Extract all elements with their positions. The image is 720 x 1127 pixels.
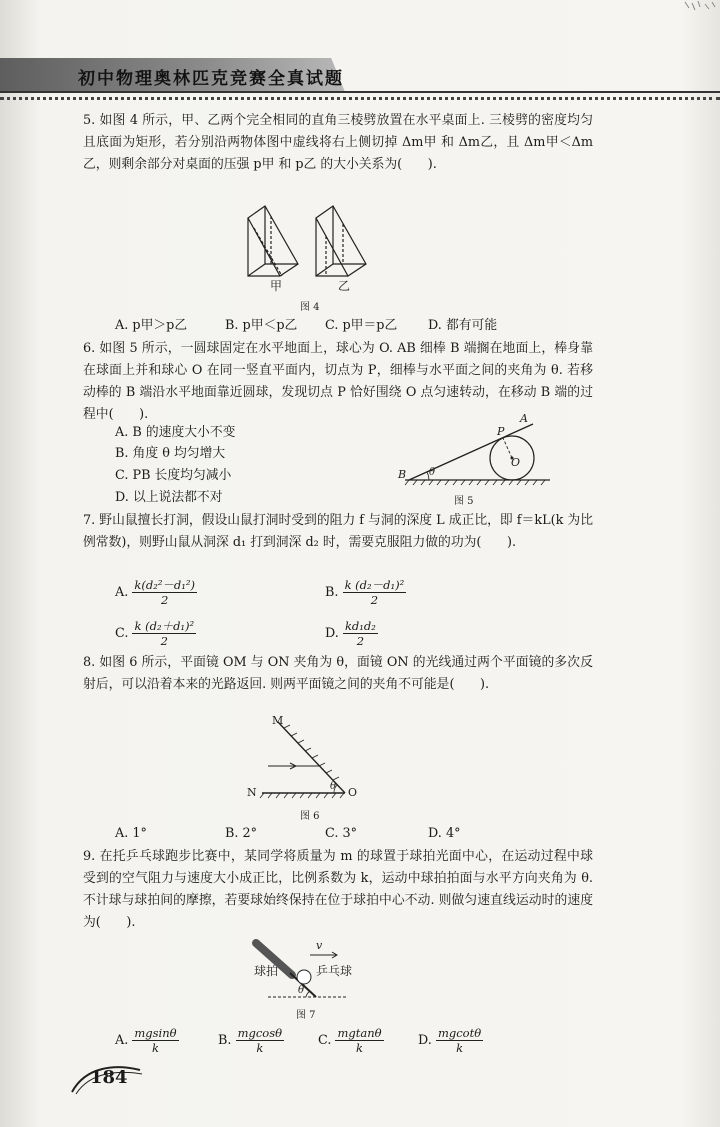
question-5-option-c: C. p甲＝p乙 [325, 318, 398, 333]
question-7-option-c-denominator: 2 [160, 634, 168, 648]
figure-5-label-a: A [520, 412, 528, 425]
question-7-option-b-denominator: 2 [370, 593, 379, 607]
figure-6-label-n: N [247, 786, 257, 799]
question-7-option-b-numerator: k (d₂－d₁)² [344, 578, 405, 592]
figure-6-label-o: O [348, 786, 358, 799]
question-5-option-b: B. p甲＜p乙 [225, 318, 298, 333]
figure-5-label-p: P [497, 425, 505, 438]
figure-7-label-racket: 球拍 [254, 964, 279, 978]
question-9-option-a-fraction [132, 1026, 178, 1055]
question-7-option-c [115, 619, 196, 648]
figure-5-caption: 图 5 [454, 496, 474, 507]
question-9-option-d-label: D. [418, 1033, 432, 1048]
figure-6-label-m: M [272, 714, 284, 727]
question-9-option-d-fraction [436, 1026, 483, 1055]
figure-4-label-jia: 甲 [270, 279, 283, 293]
question-5-option-a: A. p甲＞p乙 [115, 318, 188, 333]
question-9-option-a-denominator: k [152, 1041, 159, 1055]
question-9-option-d-denominator: k [456, 1041, 464, 1055]
question-7-text: 7. 野山鼠擅长打洞，假设山鼠打洞时受到的阻力 f 与洞的深度 L 成正比，即 f＝kL(k 为比例常数)，则野山鼠从洞深 d₁ 打到洞深 d₂ 时，需要克服阻力做的功为( ). [83, 513, 593, 550]
question-7-option-c-label: C. [115, 626, 129, 641]
question-9-option-a [115, 1026, 179, 1055]
question-7-option-d [325, 619, 378, 648]
figure-6-caption: 图 6 [300, 811, 320, 822]
page-number: 184 [90, 1067, 128, 1088]
question-9-option-c-denominator: k [356, 1041, 363, 1055]
question-8-text: 8. 如图 6 所示，平面镜 OM 与 ON 夹角为 θ，面镜 ON 的光线通过两个平面镜的多次反射后，可以沿着本来的光路返回. 则两平面镜之间的夹角不可能是( ). [83, 655, 593, 692]
question-9-option-c-numerator: mgtanθ [337, 1026, 382, 1040]
header-title: 初中物理奥林匹克竞赛全真试题 [78, 69, 344, 89]
question-7-option-a-fraction [132, 578, 197, 607]
question-8-option-d: D. 4° [428, 826, 461, 841]
question-7-option-c-numerator: k (d₂＋d₁)² [134, 619, 195, 633]
question-9-option-d-numerator: mgcotθ [437, 1026, 482, 1040]
question-7-option-d-label: D. [325, 626, 339, 641]
question-9-option-b-fraction [236, 1026, 284, 1055]
figure-7-label-theta: θ [298, 985, 305, 996]
question-7-option-b-label: B. [325, 585, 339, 600]
question-7-option-b-fraction [343, 578, 407, 607]
question-9-option-b-label: B. [218, 1033, 232, 1048]
question-6-option-c: C. PB 长度均匀减小 [115, 468, 232, 483]
question-7-option-d-fraction [343, 619, 378, 648]
question-7-option-a-numerator: k(d₂²－d₁²) [134, 578, 195, 592]
question-7-option-d-denominator: 2 [356, 634, 365, 648]
corner-marks [680, 0, 720, 22]
figure-4-caption: 图 4 [300, 302, 320, 313]
question-9-option-a-numerator: mgsinθ [134, 1026, 177, 1040]
question-6-option-a: A. B 的速度大小不变 [115, 425, 236, 440]
figure-4-label-yi: 乙 [338, 279, 351, 293]
question-8-option-c: C. 3° [325, 826, 358, 841]
question-9-option-c-label: C. [318, 1033, 332, 1048]
question-8-option-b: B. 2° [225, 826, 258, 841]
question-5-option-d: D. 都有可能 [428, 318, 498, 333]
figure-4-wedges [240, 196, 370, 296]
figure-7-caption: 图 7 [296, 1010, 316, 1021]
header-rule [0, 91, 720, 93]
question-5-text: 5. 如图 4 所示，甲、乙两个完全相同的直角三棱劈放置在水平桌面上. 三棱劈的密度均匀且底面为矩形，若分别沿两物体图中虚线将右上侧切掉 Δm甲 和 Δm乙，且 Δm甲＜Δm乙，则剩余部分对桌面的压强 p甲 和 p乙 的大小关系为( ). [83, 113, 593, 172]
question-9-option-a-label: A. [115, 1033, 129, 1048]
figure-6-label-theta: θ [330, 781, 337, 792]
question-7-option-b [325, 578, 406, 607]
question-6-option-b: B. 角度 θ 均匀增大 [115, 446, 226, 461]
question-7-option-a [115, 578, 197, 607]
figure-5-label-o: O [511, 456, 521, 469]
question-9-option-b [218, 1026, 284, 1055]
figure-7-label-ball: 乒乓球 [316, 964, 353, 978]
figure-5-label-theta: θ [429, 467, 436, 478]
question-9-option-b-denominator: k [256, 1041, 264, 1055]
question-6-text: 6. 如图 5 所示，一圆球固定在水平地面上，球心为 O. AB 细棒 B 端搁在地面上，棒身靠在球面上并和球心 O 在同一竖直平面内，切点为 P，细棒与水平面之间的夹角为 θ. 若移动棒的 B 端沿水平地面靠近圆球，发现切点 P 恰好围绕 O 点匀速转动，在移动 B 端的过程中( ). [83, 341, 593, 422]
question-9-text: 9. 在托乒乓球跑步比赛中，某同学将质量为 m 的球置于球拍光面中心，在运动过程中球受到的空气阻力与速度大小成正比，比例系数为 k，运动中球拍拍面与水平方向夹角为 θ. 不计球与球拍间的摩擦，若要球始终保持在位于球拍中心不动. 则做匀速直线运动时的速度为( ). [83, 849, 593, 930]
question-9-option-d [418, 1026, 483, 1055]
question-9-option-c-fraction [335, 1026, 383, 1055]
question-7-option-d-numerator: kd₁d₂ [344, 619, 376, 633]
question-9-option-c [318, 1026, 384, 1055]
question-6-option-d: D. 以上说法都不对 [115, 490, 223, 505]
header-dotted-rule [0, 97, 720, 100]
question-9-option-b-numerator: mgcosθ [237, 1026, 283, 1040]
figure-5-label-b: B [398, 468, 407, 481]
figure-7-label-v: v [316, 939, 323, 952]
question-7-option-a-denominator: 2 [161, 593, 169, 607]
question-7-option-c-fraction [132, 619, 196, 648]
figure-5-ball-rod [395, 414, 555, 486]
question-8-option-a: A. 1° [115, 826, 147, 841]
question-7-option-a-label: A. [115, 585, 129, 600]
